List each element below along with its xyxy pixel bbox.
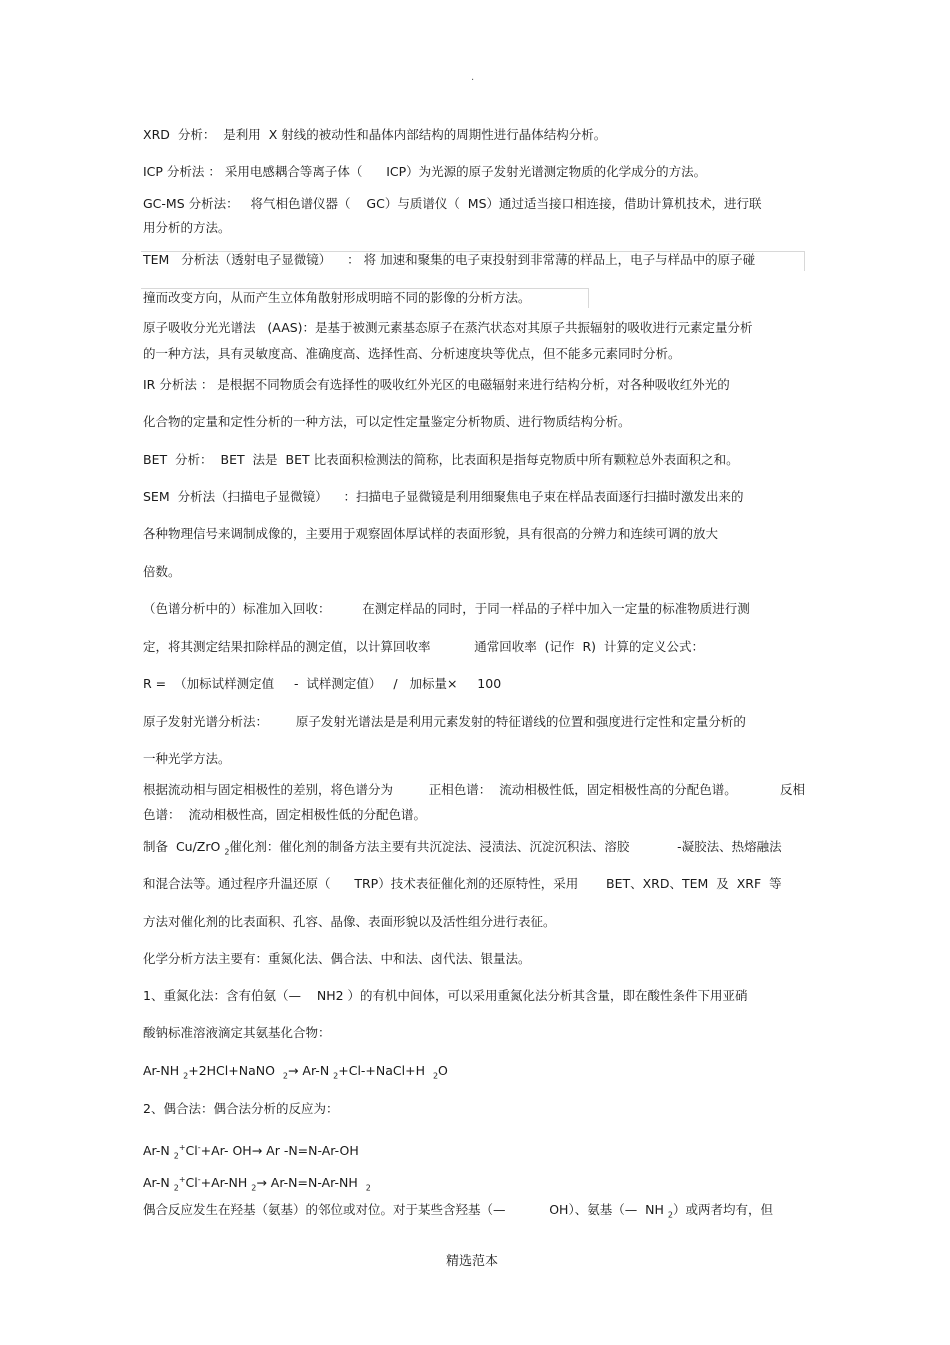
text-line-recovery-cont: 定，将其测定结果扣除样品的测定值，以计算回收率 通常回收率 (记作 R) 计算的定义公式： [143,639,704,654]
text-line-gcms-cont: 用分析的方法。 [143,220,231,235]
equation-coupling-1: Ar-N $_2$+Cl-+Ar- OH→ Ar -N=N-Ar-OH [143,1143,359,1161]
text-line-sem-cont: 各种物理信号来调制成像的，主要用于观察固体厚试样的表面形貌，具有很高的分辨力和连续可调的放大 [143,526,719,541]
text-line-chromatography-cont: 色谱： 流动相极性高，固定相极性低的分配色谱。 [143,807,426,822]
header-dot: . [471,72,475,83]
text-line-formula: R = （加标试样测定值 - 试样测定值） / 加标量× 100 [143,676,502,691]
text-line-coupling: 2、偶合法：偶合法分析的反应为： [143,1101,339,1116]
equation-coupling-2: Ar-N $_2$+Cl-+Ar-NH $_2$→ Ar-N=N-Ar-NH $_2$ [143,1175,371,1193]
text-line-chromatography [143,782,805,798]
text-line-chem-methods: 化学分析方法主要有：重氮化法、偶合法、中和法、卤代法、银量法。 [143,951,531,966]
chromatography-text: 根据流动相与固定相极性的差别，将色谱分为 正相色谱： 流动相极性低，固定相极性高的分配色谱。 [143,782,737,797]
text-line-bet: BET 分析： BET 法是 BET 比表面积检测法的简称，比表面积是指每克物质中所有颗粒总外表面积之和。 [143,452,739,467]
text-line-recovery: （色谱分析中的）标准加入回收： 在测定样品的同时，于同一样品的子样中加入一定量的标准物质进行测 [143,601,750,616]
text-line-tem-cont: 撞而改变方向，从而产生立体角散射形成明暗不同的影像的分析方法。 [143,290,531,305]
text-line-diazotization-cont: 酸钠标准溶液滴定其氨基化合物： [143,1025,331,1040]
text-line-sem-end: 倍数。 [143,564,181,579]
text-line-catalyst-cont: 和混合法等。通过程序升温还原（ TRP）技术表征催化剂的还原特性，采用 BET、XRD、TEM 及 XRF 等 [143,876,782,891]
text-line-catalyst-end: 方法对催化剂的比表面积、孔容、晶像、表面形貌以及活性组分进行表征。 [143,914,556,929]
text-line-ir: IR 分析法 ： 是根据不同物质会有选择性的吸收红外光区的电磁辐射来进行结构分析，对各种吸收红外光的 [143,377,730,392]
text-line-xrd: XRD 分析： 是利用 X 射线的被动性和晶体内部结构的周期性进行晶体结构分析。 [143,127,607,142]
equation-diazotization: Ar-NH $_2$+2HCl+NaNO $_2$→ Ar-N $_2$+Cl-+NaCl+H $_2$O [143,1063,448,1081]
text-line-coupling-desc: 偶合反应发生在羟基（氨基）的邻位或对位。对于某些含羟基（— OH）、氨基（— NH $_2$）或两者均有，但 [143,1202,773,1220]
text-line-icp: ICP 分析法 ： 采用电感耦合等离子体（ ICP）为光源的原子发射光谱测定物质的化学成分的方法。 [143,164,707,179]
text-line-tem: TEM 分析法（透射电子显微镜） ： 将 加速和聚集的电子束投射到非常薄的样品上，电子与样品中的原子碰 [143,252,756,267]
text-line-ir-cont: 化合物的定量和定性分析的一种方法，可以定性定量鉴定分析物质、进行物质结构分析。 [143,414,631,429]
page-footer: 精选范本 [446,1254,499,1269]
text-line-aes-cont: 一种光学方法。 [143,751,231,766]
text-line-sem: SEM 分析法（扫描电子显微镜） ：扫描电子显微镜是利用细聚焦电子束在样品表面逐行扫描时激发出来的 [143,489,744,504]
text-line-gcms: GC-MS 分析法： 将气相色谱仪器（ GC）与质谱仪（ MS）通过适当接口相连接，借助计算机技术，进行联 [143,196,762,211]
text-line-aas-cont: 的一种方法，具有灵敏度高、准确度高、选择性高、分析速度块等优点，但不能多元素同时分析。 [143,346,681,361]
text-line-diazotization: 1、重氮化法：含有伯氨（— NH2 ）的有机中间体，可以采用重氮化法分析其含量，即在酸性条件下用亚硝 [143,988,748,1003]
text-line-aas: 原子吸收分光光谱法 (AAS)：是基于被测元素基态原子在蒸汽状态对其原子共振辐射的吸收进行元素定量分析 [143,320,753,335]
text-line-catalyst: 制备 Cu/ZrO $_2$催化剂：催化剂的制备方法主要有共沉淀法、浸渍法、沉淀沉积法、溶胶 -凝胶法、热熔融法 [143,839,782,857]
text-line-aes: 原子发射光谱分析法： 原子发射光谱法是是利用元素发射的特征谱线的位置和强度进行定性和定量分析的 [143,714,746,729]
chromatography-end: 反相 [779,782,805,797]
